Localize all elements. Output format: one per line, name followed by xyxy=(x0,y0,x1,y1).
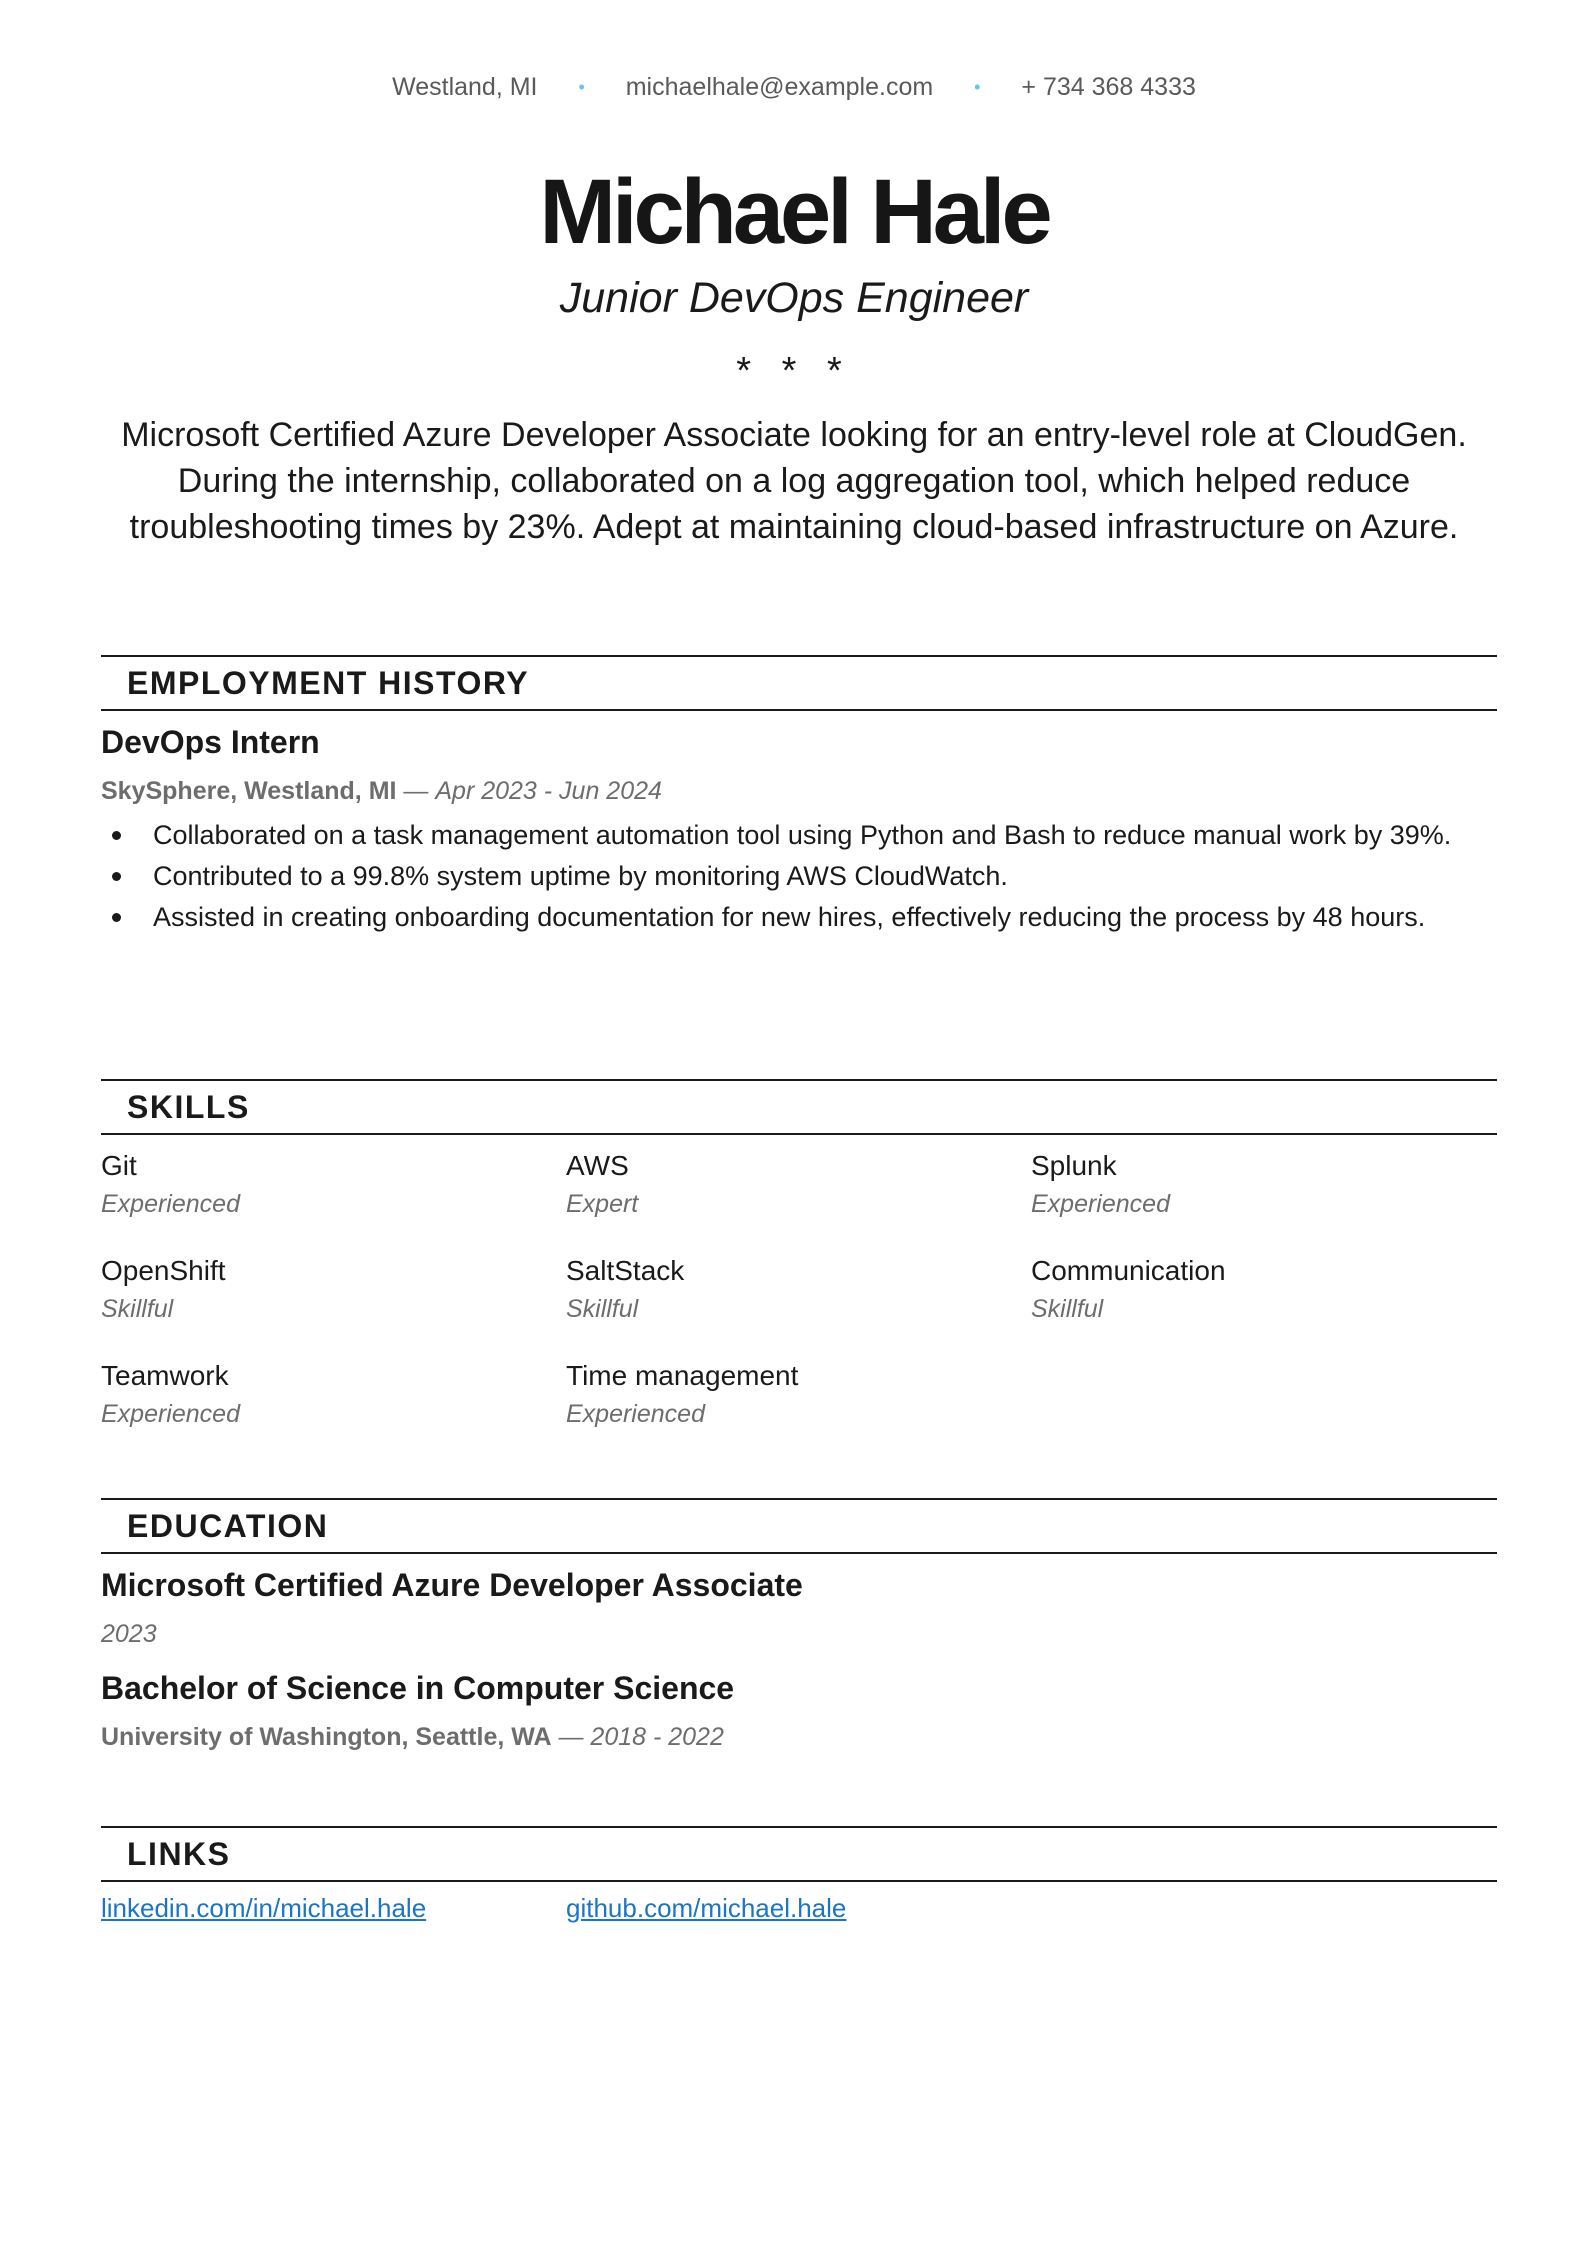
meta-dash: — xyxy=(396,777,436,805)
skill-level: Expert xyxy=(566,1190,639,1218)
separator-dot: • xyxy=(974,76,981,97)
skill-name: Communication xyxy=(1031,1255,1226,1286)
contact-location: Westland, MI xyxy=(392,72,538,101)
skill-name: Teamwork xyxy=(101,1360,229,1391)
job-bullet: Collaborated on a task management automation tool using Python and Bash to reduce manual work by 39%. xyxy=(101,815,1497,855)
job-bullet: Contributed to a 99.8% system uptime by monitoring AWS CloudWatch. xyxy=(101,856,1497,896)
contact-phone[interactable]: + 734 368 4333 xyxy=(1021,72,1196,101)
section-header-skills xyxy=(101,1079,1497,1135)
job-company: SkySphere, Westland, MI xyxy=(101,777,397,805)
education-title: Bachelor of Science in Computer Science xyxy=(101,1670,735,1706)
section-title: EMPLOYMENT HISTORY xyxy=(127,665,530,701)
skill-name: Git xyxy=(101,1150,137,1181)
contact-email[interactable]: michaelhale@example.com xyxy=(625,72,934,101)
education-title: Microsoft Certified Azure Developer Associate xyxy=(101,1567,803,1603)
skill-level: Experienced xyxy=(101,1190,240,1218)
skill-level: Experienced xyxy=(101,1400,240,1428)
education-meta xyxy=(101,1620,157,1649)
skill-name: OpenShift xyxy=(101,1255,226,1286)
job-bullet: Assisted in creating onboarding documentation for new hires, effectively reducing the process by 48 hours. xyxy=(101,897,1497,937)
skill-item xyxy=(566,1148,1026,1224)
education-school: University of Washington, Seattle, WA xyxy=(101,1723,552,1751)
education-meta xyxy=(101,1723,724,1752)
section-title: SKILLS xyxy=(127,1089,250,1125)
skill-name: Splunk xyxy=(1031,1150,1117,1181)
skill-level: Skillful xyxy=(1031,1295,1104,1323)
skill-item xyxy=(566,1358,1026,1434)
profile-summary: Microsoft Certified Azure Developer Associate looking for an entry-level role at CloudGen. During the internship, collaborated on a log aggregation tool, which helped reduce troubleshooting times by 23%. Adept at maintaining cloud-based infrastructure on Azure. xyxy=(121,416,1467,546)
skill-level: Skillful xyxy=(101,1295,174,1323)
job-title: DevOps Intern xyxy=(101,724,320,760)
section-header-education xyxy=(101,1498,1497,1554)
education-dates: 2023 xyxy=(101,1620,157,1648)
section-header-links xyxy=(101,1826,1497,1882)
section-title: EDUCATION xyxy=(127,1508,329,1544)
skill-item xyxy=(566,1253,1026,1329)
github-link[interactable]: github.com/michael.hale xyxy=(566,1893,847,1923)
section-title: LINKS xyxy=(127,1836,231,1872)
ornament-divider: * * * xyxy=(736,350,852,392)
separator-dot: • xyxy=(578,76,585,97)
linkedin-link[interactable]: linkedin.com/in/michael.hale xyxy=(101,1893,427,1923)
skill-name: AWS xyxy=(566,1150,629,1181)
candidate-title: Junior DevOps Engineer xyxy=(559,274,1029,322)
meta-dash: — xyxy=(551,1723,591,1751)
skill-level: Skillful xyxy=(566,1295,639,1323)
candidate-name: Michael Hale xyxy=(539,161,1049,263)
education-dates: 2018 - 2022 xyxy=(590,1723,724,1751)
section-header-employment xyxy=(101,655,1497,711)
skill-level: Experienced xyxy=(1031,1190,1170,1218)
skill-item xyxy=(101,1148,561,1224)
skill-item xyxy=(1031,1148,1491,1224)
job-bullets xyxy=(101,815,1497,938)
skill-item xyxy=(101,1253,561,1329)
skill-name: SaltStack xyxy=(566,1255,685,1286)
skill-name: Time management xyxy=(566,1360,799,1391)
contact-line xyxy=(0,72,1588,102)
job-dates: Apr 2023 - Jun 2024 xyxy=(435,777,662,805)
skill-item xyxy=(1031,1253,1491,1329)
job-meta xyxy=(101,777,662,806)
skill-level: Experienced xyxy=(566,1400,705,1428)
skill-item xyxy=(101,1358,561,1434)
